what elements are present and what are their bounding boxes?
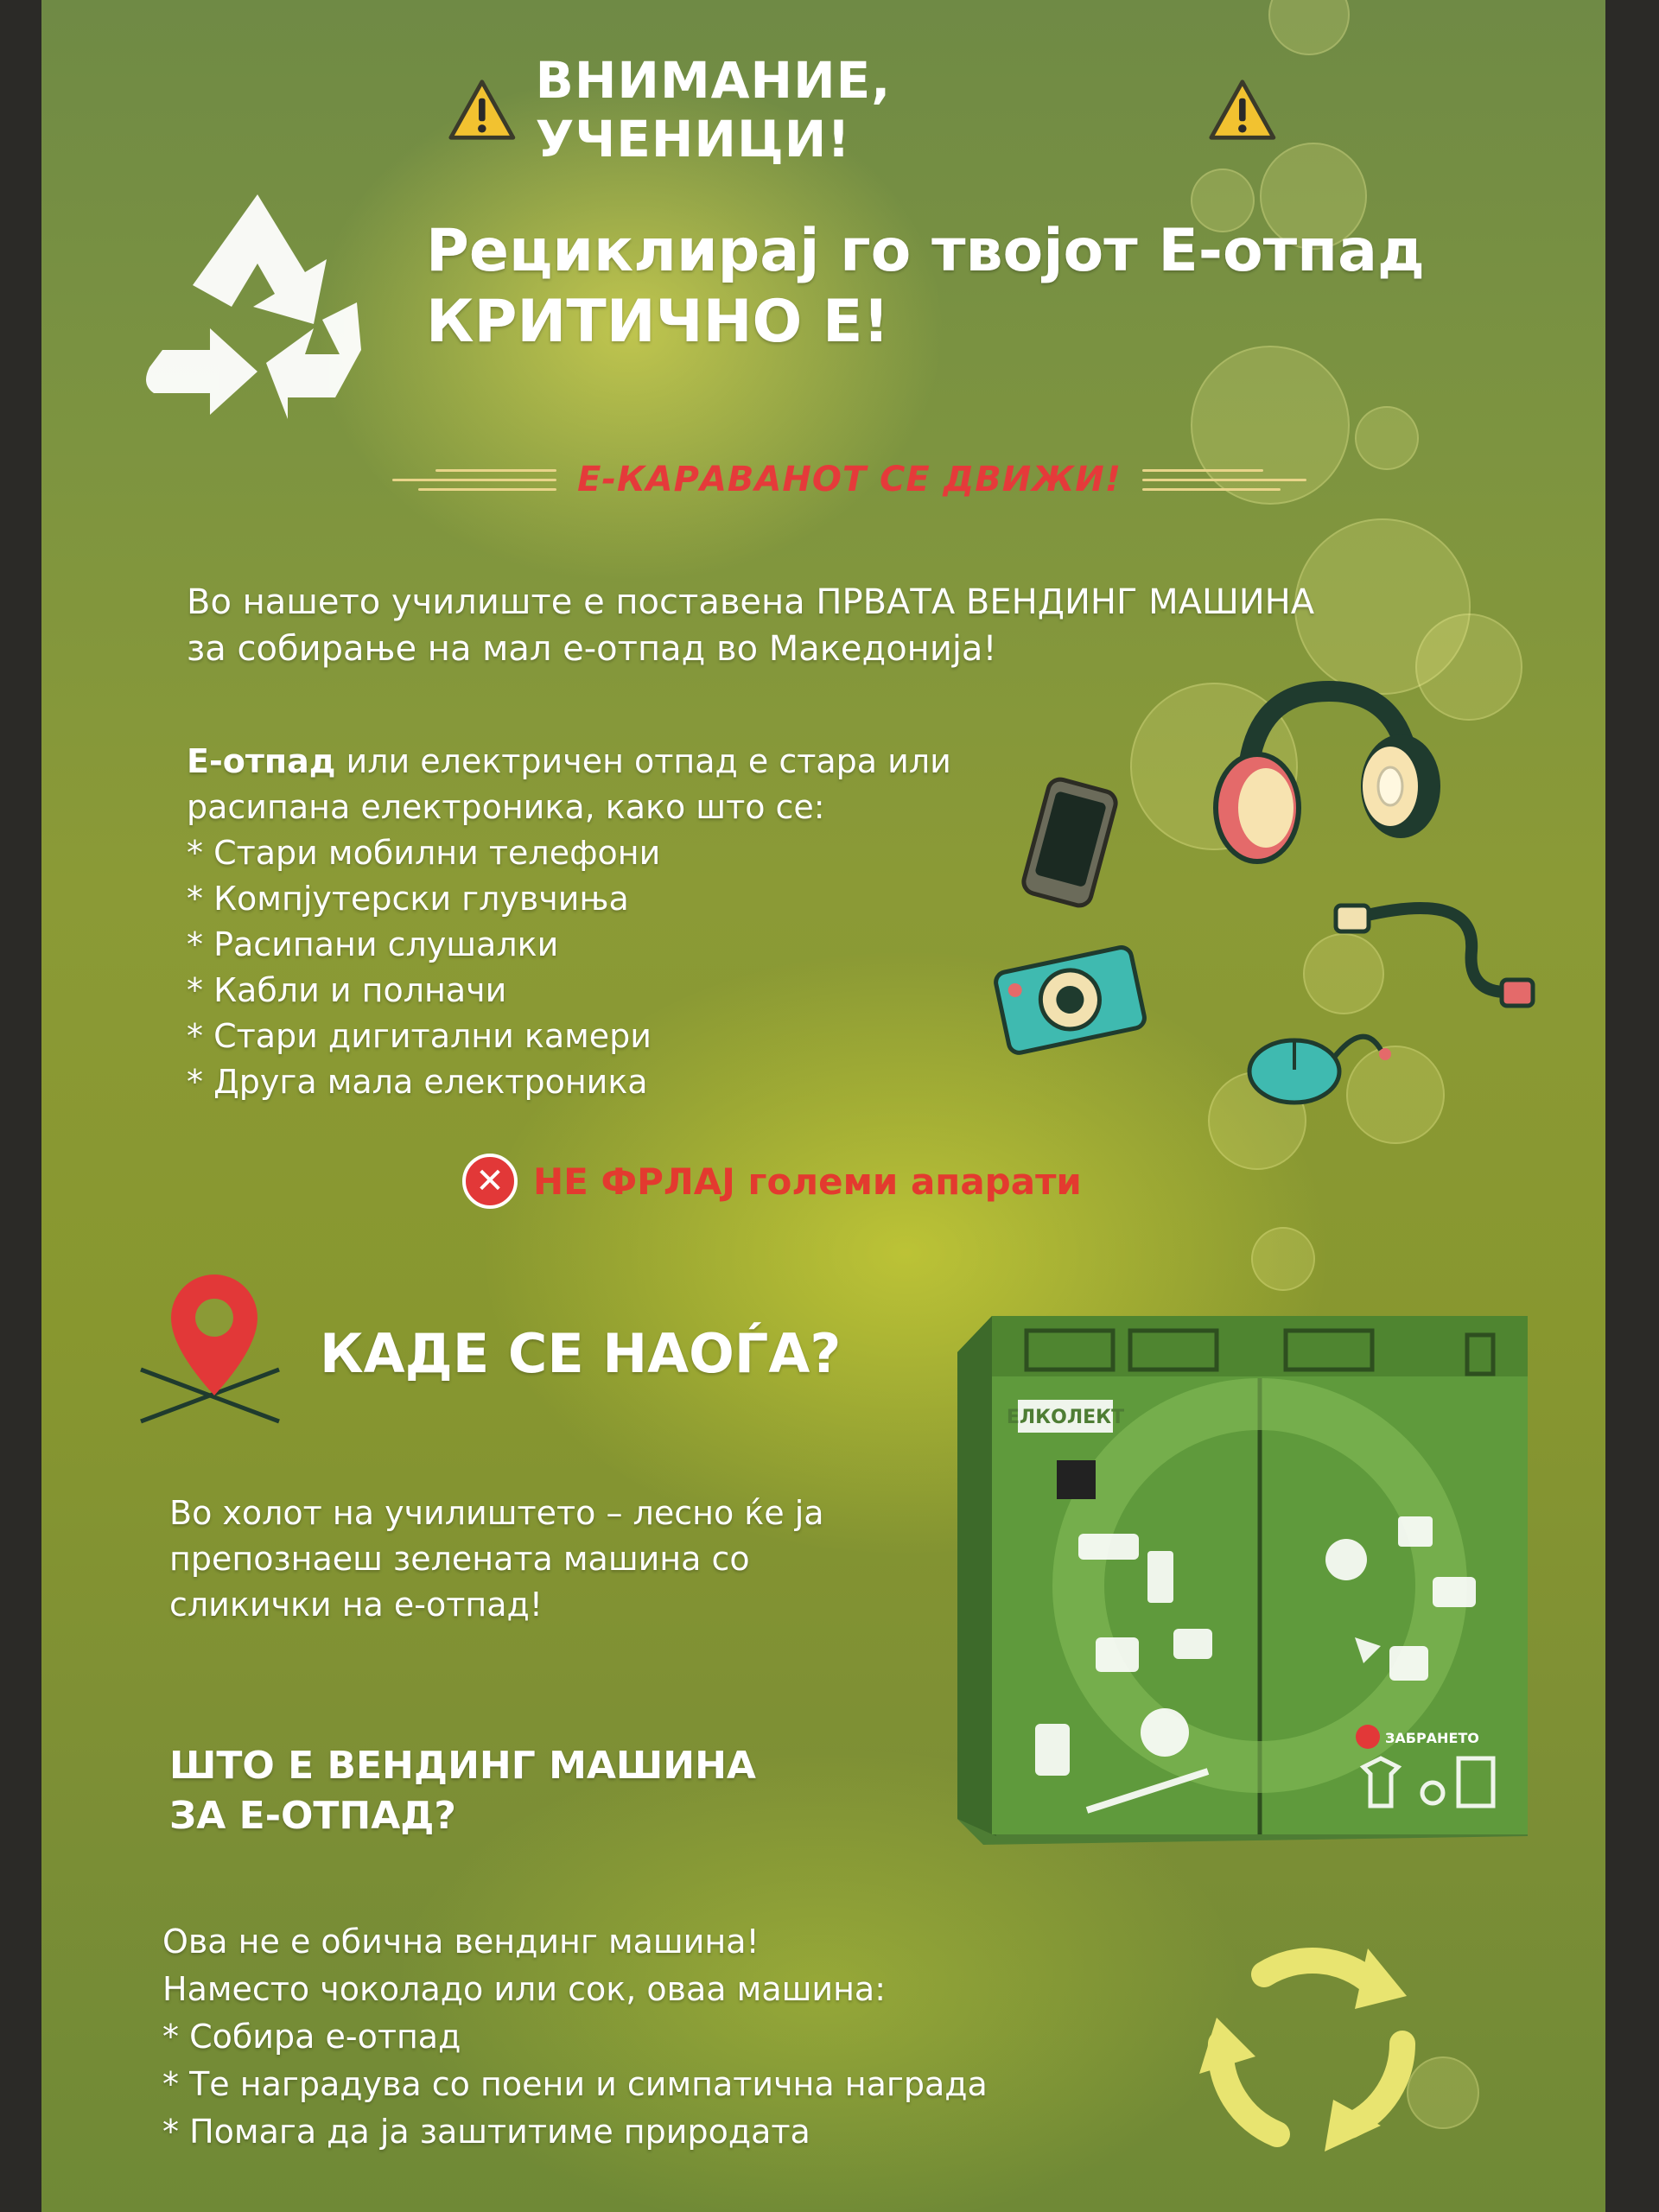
definition-line-2: расипана електроника, како што се: <box>187 788 825 826</box>
list-item: * Расипани слушалки <box>187 925 559 963</box>
banner-lines-right <box>1142 469 1306 491</box>
banner-lines-left <box>392 469 556 491</box>
list-item: * Кабли и полначи <box>187 971 507 1009</box>
what-is-line-1: Ова не е обична вендинг машина! <box>162 1923 760 1961</box>
warning-emphasis: НЕ ФРЛАЈ <box>533 1160 735 1203</box>
location-text <box>169 1491 947 1628</box>
list-item: * Стари дигитални камери <box>187 1017 652 1055</box>
recycle-icon <box>128 177 387 428</box>
definition-line-1 <box>187 739 1051 785</box>
intro-line-1: Во нашето училиште е поставена ПРВАТА ВЕНДИНГ МАШИНА <box>187 582 1315 622</box>
headphones-icon <box>1195 665 1454 881</box>
main-title <box>426 216 1549 358</box>
close-icon: ✕ <box>462 1154 518 1209</box>
title-line-2: КРИТИЧНО Е! <box>426 288 890 356</box>
recycle-arrows-icon <box>1173 1914 1441 2182</box>
definition-text: или електричен отпад е стара или <box>335 742 951 780</box>
warning-rest: големи апарати <box>734 1160 1082 1203</box>
ewaste-definition <box>187 739 1051 1105</box>
what-is-heading <box>169 1741 947 1841</box>
location-line-3: сликички на е-отпад! <box>169 1586 543 1624</box>
what-is-text <box>162 1918 1199 2156</box>
machine-brand: ЕЛКОЛЕКТ <box>1006 1407 1125 1428</box>
large-appliances-warning <box>462 1154 1082 1209</box>
title-line-1: Рециклирај го твојот Е-отпад <box>426 217 1425 285</box>
warning-note <box>533 1160 1082 1203</box>
what-is-line-2: Наместо чоколадо или сок, оваа машина: <box>162 1970 887 2008</box>
poster <box>41 0 1605 2212</box>
warning-text: ВНИМАНИЕ, УЧЕНИЦИ! <box>535 51 892 168</box>
banner-text: Е-КАРАВАНОТ СЕ ДВИЖИ! <box>577 460 1122 499</box>
list-item: * Друга мала електроника <box>187 1063 648 1101</box>
phone-icon <box>1014 773 1126 912</box>
warning-icon <box>448 77 517 143</box>
caravan-banner <box>309 454 1389 505</box>
intro-line-2: за собирање на мал е-отпад во Македонија! <box>187 629 997 669</box>
camera-icon <box>983 938 1156 1058</box>
bokeh-circle <box>1251 1227 1315 1291</box>
list-item: * Стари мобилни телефони <box>187 834 661 872</box>
ewaste-term: Е-отпад <box>187 742 336 780</box>
warning-icon <box>1208 77 1277 143</box>
cable-icon <box>1329 890 1545 1028</box>
location-heading: КАДЕ СЕ НАОЃА? <box>320 1322 842 1385</box>
what-is-heading-line-1: ШТО Е ВЕНДИНГ МАШИНА <box>169 1744 756 1788</box>
location-pin-icon <box>132 1266 296 1430</box>
vending-machine-icon <box>949 1300 1536 1853</box>
intro-text <box>187 579 1526 672</box>
bokeh-circle <box>1268 0 1350 55</box>
location-line-1: Во холот на училиштето – лесно ќе ја <box>169 1494 824 1532</box>
benefits-list <box>162 2013 1199 2156</box>
warning-header <box>448 51 1277 168</box>
list-item: * Компјутерски глувчиња <box>187 880 629 918</box>
ewaste-list <box>187 830 1051 1105</box>
forbidden-label: ЗАБРАНЕТО <box>1385 1730 1479 1746</box>
mouse-icon <box>1243 1011 1407 1115</box>
list-item: * Собира е-отпад <box>162 2018 461 2056</box>
what-is-heading-line-2: ЗА Е-ОТПАД? <box>169 1794 456 1838</box>
list-item: * Те наградува со поени и симпатична награда <box>162 2065 988 2103</box>
list-item: * Помага да ја заштитиме природата <box>162 2113 810 2151</box>
location-line-2: препознаеш зелената машина со <box>169 1540 750 1578</box>
